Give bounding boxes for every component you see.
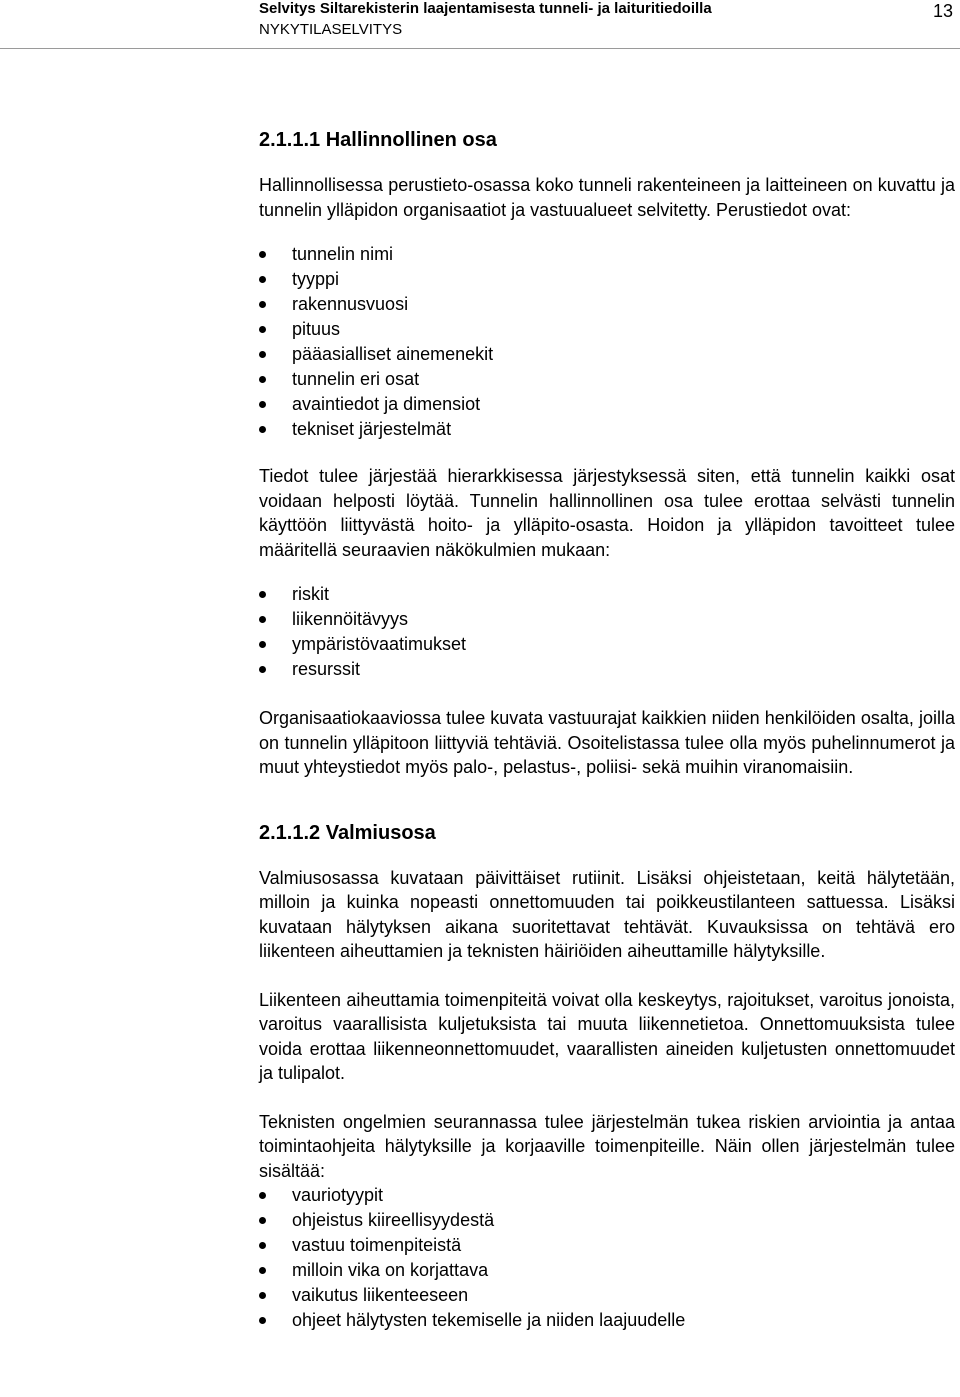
bullet-icon [259,666,266,673]
list-item-text: pituus [292,319,341,339]
bullet-icon [259,1267,266,1274]
list-item-text: pääasialliset ainemenekit [292,344,494,364]
list-item [259,607,955,632]
list-item-text: ympäristövaatimukset [292,634,467,654]
bullet-icon [259,591,266,598]
page-header [0,0,960,49]
list-item [259,632,955,657]
bullet-icon [259,616,266,623]
list-item [259,1208,955,1233]
bullet-icon [259,376,266,383]
bullet-icon [259,1242,266,1249]
list-item-text: tekniset järjestelmät [292,419,452,439]
hierarchy-paragraph: Tiedot tulee järjestää hierarkkisessa järjestyksessä siten, että tunnelin kaikki osat voidaan helposti löytää. Tunnelin hallinnollinen osa tulee erottaa selvästi tunnelin käyttöön liittyvästä hoito- ja ylläpito-osasta. Hoidon ja ylläpidon tavoitteet tulee määritellä seuraavien näkökulmien mukaan: [259,466,955,560]
bullet-icon [259,426,266,433]
section-heading-hallinnollinen: 2.1.1.1 Hallinnollinen osa [259,129,497,151]
list-item [259,317,955,342]
list-item-text: ohjeet hälytysten tekemiselle ja niiden laajuudelle [292,1310,686,1330]
hallinnollinen-intro-paragraph: Hallinnollisessa perustieto-osassa koko tunneli rakenteineen ja laitteineen on kuvattu ja tunnelin ylläpidon organisaatiot ja vastuualueet selvitetty. Perustiedot ovat: [259,175,955,220]
bullet-icon [259,1292,266,1299]
list-item [259,367,955,392]
list-item [259,392,955,417]
valmiusosa-paragraph-1: Valmiusosassa kuvataan päivittäiset rutiinit. Lisäksi ohjeistetaan, keitä hälytetään, milloin ja kuinka nopeasti onnettomuuden tai poikkeustilanteen sattuessa. Lisäksi kuvataan hälytyksen aikana suoritettavat tehtävät. Kuvauksissa on tehtävä ero liikenteen aiheuttamien ja teknisten häiriöiden aiheuttamille hälytyksille. [259,867,955,961]
organisation-paragraph: Organisaatiokaaviossa tulee kuvata vastuurajat kaikkien niiden henkilöiden osalta, joilla on tunnelin ylläpitoon liittyviä tehtäviä. Osoitelistassa tulee olla myös puhelinnumerot ja muut yhteystiedot myös palo-, pelastus-, poliisi- sekä muihin viranomaisiin. [259,708,955,777]
bullet-icon [259,641,266,648]
list-item-text: liikennöitävyys [292,609,409,629]
list-item [259,1283,955,1308]
list-item-text: rakennusvuosi [292,294,409,314]
page-content [259,127,955,1333]
list-item-text: milloin vika on korjattava [292,1260,489,1280]
page-number: 13 [933,1,954,21]
list-item-text: tunnelin nimi [292,244,394,264]
list-item [259,1183,955,1208]
section-heading-valmiusosa: 2.1.1.2 Valmiusosa [259,821,436,844]
list-item [259,267,955,292]
list-item [259,292,955,317]
document-title: Selvitys Siltarekisterin laajentamisesta tunneli- ja laituritiedoilla [259,0,712,17]
list-item [259,1233,955,1258]
list-item-text: vauriotyypit [292,1185,384,1205]
list-item-text: riskit [292,584,329,604]
bullet-icon [259,326,266,333]
viewpoint-list [259,582,955,682]
list-item-text: ohjeistus kiireellisyydestä [292,1210,495,1230]
bullet-icon [259,401,266,408]
bullet-icon [259,276,266,283]
valmiusosa-paragraph-3: Teknisten ongelmien seurannassa tulee järjestelmän tukea riskien arviointia ja antaa toimintaohjeita hälytyksille ja korjaaville toimenpiteille. Näin ollen järjestelmän tulee sisältää: [259,1111,955,1181]
list-item-text: tyyppi [292,269,340,289]
list-item [259,657,955,682]
bullet-icon [259,301,266,308]
list-item-text: tunnelin eri osat [292,369,420,389]
list-item-text: resurssit [292,659,361,679]
bullet-icon [259,251,266,258]
list-item [259,417,955,442]
bullet-icon [259,1217,266,1224]
list-item [259,1308,955,1333]
bullet-icon [259,1192,266,1199]
document-subtitle: NYKYTILASELVITYS [259,21,403,38]
valmiusosa-paragraph-2: Liikenteen aiheuttamia toimenpiteitä voivat olla keskeytys, rajoitukset, varoitus jonoista, varoitus vaarallisista kuljetuksista tai muuta liikennetietoa. Onnettomuuksista tulee voida erottaa liikenneonnettomuudet, vaarallisten aineiden kuljetusten onnettomuudet ja tulipalot. [259,989,955,1083]
bullet-icon [259,1317,266,1324]
list-item-text: avaintiedot ja dimensiot [292,394,481,414]
list-item [259,1258,955,1283]
list-item [259,342,955,367]
list-item-text: vastuu toimenpiteistä [292,1235,462,1255]
basic-info-list [259,242,955,442]
bullet-icon [259,351,266,358]
list-item [259,582,955,607]
list-item [259,242,955,267]
system-content-list [259,1183,955,1333]
list-item-text: vaikutus liikenteeseen [292,1285,469,1305]
